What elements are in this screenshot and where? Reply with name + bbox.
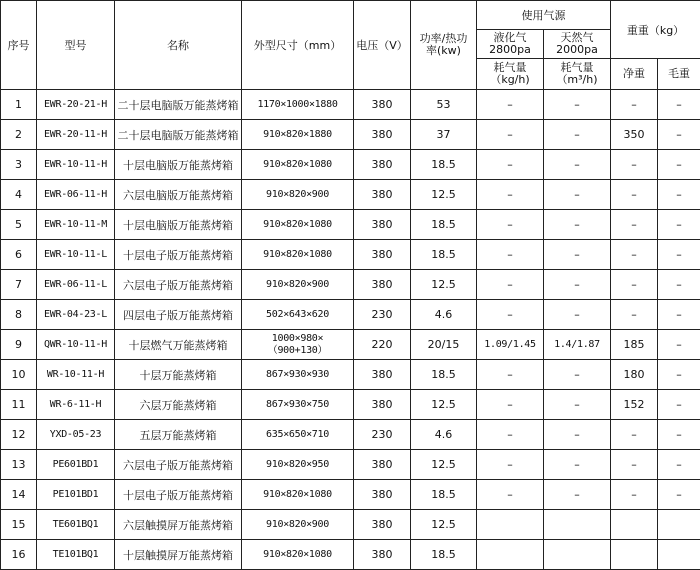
cell-model: WR-10-11-H xyxy=(37,360,115,390)
cell-gross-weight: – xyxy=(658,450,700,480)
header-net-weight: 净重 xyxy=(611,59,658,90)
cell-net-weight: – xyxy=(611,450,658,480)
cell-dimensions: 635×650×710 xyxy=(242,420,354,450)
cell-ng xyxy=(544,510,611,540)
table-row xyxy=(1,360,700,390)
cell-power: 12.5 xyxy=(411,450,477,480)
cell-name: 二十层电脑版万能蒸烤箱 xyxy=(115,120,242,150)
cell-power: 12.5 xyxy=(411,270,477,300)
cell-net-weight xyxy=(611,540,658,570)
cell-voltage: 380 xyxy=(354,450,411,480)
cell-lpg: – xyxy=(477,180,544,210)
cell-no: 7 xyxy=(1,270,37,300)
header-name: 名称 xyxy=(115,1,242,90)
cell-model: EWR-06-11-H xyxy=(37,180,115,210)
cell-voltage: 380 xyxy=(354,180,411,210)
cell-gross-weight xyxy=(658,540,700,570)
cell-lpg: 1.09/1.45 xyxy=(477,330,544,360)
header-power-line2: 率(kw) xyxy=(426,44,461,57)
cell-name: 六层万能蒸烤箱 xyxy=(115,390,242,420)
cell-no: 4 xyxy=(1,180,37,210)
cell-power: 18.5 xyxy=(411,210,477,240)
cell-dimensions: 1170×1000×1880 xyxy=(242,90,354,120)
cell-lpg: – xyxy=(477,420,544,450)
header-lpg xyxy=(477,30,544,59)
cell-name: 十层触摸屏万能蒸烤箱 xyxy=(115,540,242,570)
table-row xyxy=(1,510,700,540)
cell-power: 20/15 xyxy=(411,330,477,360)
table-row xyxy=(1,120,700,150)
cell-gross-weight: – xyxy=(658,480,700,510)
cell-ng: – xyxy=(544,90,611,120)
cell-gross-weight: – xyxy=(658,240,700,270)
cell-ng: – xyxy=(544,420,611,450)
table-row xyxy=(1,150,700,180)
cell-name: 十层电脑版万能蒸烤箱 xyxy=(115,150,242,180)
table-body xyxy=(1,90,700,570)
cell-power: 12.5 xyxy=(411,180,477,210)
table-row xyxy=(1,330,700,360)
table-row xyxy=(1,90,700,120)
cell-net-weight: – xyxy=(611,300,658,330)
cell-dimensions: 910×820×950 xyxy=(242,450,354,480)
header-lpg-consumption-line1: 耗气量 xyxy=(494,61,527,74)
cell-model: TE101BQ1 xyxy=(37,540,115,570)
cell-gross-weight: – xyxy=(658,330,700,360)
cell-dimensions: 910×820×1080 xyxy=(242,210,354,240)
cell-dimensions xyxy=(242,330,354,360)
table-row xyxy=(1,270,700,300)
cell-model: WR-6-11-H xyxy=(37,390,115,420)
cell-name: 六层电子版万能蒸烤箱 xyxy=(115,270,242,300)
cell-gross-weight: – xyxy=(658,180,700,210)
cell-name: 十层电子版万能蒸烤箱 xyxy=(115,240,242,270)
cell-dimensions: 910×820×1080 xyxy=(242,480,354,510)
cell-dimensions: 910×820×1880 xyxy=(242,120,354,150)
cell-dimensions-line1: 1000×980× xyxy=(272,333,324,344)
cell-ng: – xyxy=(544,390,611,420)
header-lpg-consumption xyxy=(477,59,544,90)
header-no: 序号 xyxy=(1,1,37,90)
cell-name: 十层电子版万能蒸烤箱 xyxy=(115,480,242,510)
header-gross-weight: 毛重 xyxy=(658,59,700,90)
header-ng-consumption-line2: （m³/h) xyxy=(556,73,597,86)
cell-power: 18.5 xyxy=(411,540,477,570)
cell-no: 11 xyxy=(1,390,37,420)
header-lpg-label: 液化气 xyxy=(494,31,527,44)
cell-name: 六层触摸屏万能蒸烤箱 xyxy=(115,510,242,540)
cell-voltage: 380 xyxy=(354,390,411,420)
cell-model: TE601BQ1 xyxy=(37,510,115,540)
cell-power: 4.6 xyxy=(411,300,477,330)
cell-net-weight: – xyxy=(611,480,658,510)
cell-no: 6 xyxy=(1,240,37,270)
cell-gross-weight: – xyxy=(658,360,700,390)
cell-net-weight: 180 xyxy=(611,360,658,390)
cell-ng: – xyxy=(544,270,611,300)
cell-no: 3 xyxy=(1,150,37,180)
cell-no: 2 xyxy=(1,120,37,150)
table-row xyxy=(1,210,700,240)
cell-lpg: – xyxy=(477,300,544,330)
cell-power: 18.5 xyxy=(411,240,477,270)
header-lpg-consumption-line2: （kg/h) xyxy=(490,73,529,86)
cell-lpg: – xyxy=(477,240,544,270)
cell-name: 六层电子版万能蒸烤箱 xyxy=(115,450,242,480)
cell-voltage: 230 xyxy=(354,420,411,450)
cell-name: 十层燃气万能蒸烤箱 xyxy=(115,330,242,360)
cell-name: 四层电子版万能蒸烤箱 xyxy=(115,300,242,330)
cell-voltage: 380 xyxy=(354,210,411,240)
header-ng-consumption xyxy=(544,59,611,90)
cell-dimensions: 867×930×750 xyxy=(242,390,354,420)
cell-model: EWR-20-11-H xyxy=(37,120,115,150)
cell-power: 12.5 xyxy=(411,390,477,420)
cell-gross-weight: – xyxy=(658,150,700,180)
table-row xyxy=(1,540,700,570)
cell-name: 六层电脑版万能蒸烤箱 xyxy=(115,180,242,210)
cell-net-weight: – xyxy=(611,270,658,300)
cell-net-weight: – xyxy=(611,420,658,450)
header-ng-label: 天然气 xyxy=(561,31,594,44)
cell-dimensions: 910×820×1080 xyxy=(242,240,354,270)
cell-net-weight: – xyxy=(611,90,658,120)
cell-model: EWR-04-23-L xyxy=(37,300,115,330)
cell-dimensions: 502×643×620 xyxy=(242,300,354,330)
cell-ng: – xyxy=(544,450,611,480)
cell-gross-weight: – xyxy=(658,300,700,330)
cell-power: 4.6 xyxy=(411,420,477,450)
cell-voltage: 380 xyxy=(354,480,411,510)
cell-model: PE101BD1 xyxy=(37,480,115,510)
cell-model: YXD-05-23 xyxy=(37,420,115,450)
cell-gross-weight: – xyxy=(658,90,700,120)
header-gas-source: 使用气源 xyxy=(477,1,611,30)
cell-net-weight: – xyxy=(611,180,658,210)
cell-no: 1 xyxy=(1,90,37,120)
cell-no: 8 xyxy=(1,300,37,330)
cell-no: 10 xyxy=(1,360,37,390)
cell-model: EWR-06-11-L xyxy=(37,270,115,300)
cell-model: QWR-10-11-H xyxy=(37,330,115,360)
table-row xyxy=(1,480,700,510)
cell-voltage: 380 xyxy=(354,150,411,180)
cell-power: 53 xyxy=(411,90,477,120)
cell-no: 13 xyxy=(1,450,37,480)
cell-lpg: – xyxy=(477,150,544,180)
cell-ng: – xyxy=(544,210,611,240)
table-row xyxy=(1,180,700,210)
cell-gross-weight xyxy=(658,510,700,540)
cell-gross-weight: – xyxy=(658,120,700,150)
cell-power: 37 xyxy=(411,120,477,150)
cell-ng: – xyxy=(544,240,611,270)
cell-no: 15 xyxy=(1,510,37,540)
table-row xyxy=(1,300,700,330)
table-row xyxy=(1,240,700,270)
cell-model: EWR-10-11-L xyxy=(37,240,115,270)
cell-gross-weight: – xyxy=(658,210,700,240)
cell-name: 二十层电脑版万能蒸烤箱 xyxy=(115,90,242,120)
cell-net-weight: 350 xyxy=(611,120,658,150)
cell-ng: – xyxy=(544,150,611,180)
cell-dimensions: 910×820×900 xyxy=(242,180,354,210)
cell-name: 五层万能蒸烤箱 xyxy=(115,420,242,450)
cell-dimensions: 867×930×930 xyxy=(242,360,354,390)
table-row xyxy=(1,420,700,450)
cell-voltage: 380 xyxy=(354,90,411,120)
cell-lpg: – xyxy=(477,120,544,150)
cell-lpg: – xyxy=(477,210,544,240)
cell-model: EWR-20-21-H xyxy=(37,90,115,120)
header-voltage: 电压（V） xyxy=(354,1,411,90)
cell-no: 16 xyxy=(1,540,37,570)
cell-no: 9 xyxy=(1,330,37,360)
cell-lpg: – xyxy=(477,360,544,390)
cell-net-weight: – xyxy=(611,210,658,240)
cell-lpg: – xyxy=(477,90,544,120)
cell-dimensions: 910×820×1080 xyxy=(242,150,354,180)
table-header xyxy=(1,1,700,90)
cell-ng: 1.4/1.87 xyxy=(544,330,611,360)
cell-net-weight: – xyxy=(611,240,658,270)
table-row xyxy=(1,450,700,480)
header-power-line1: 功率/热功 xyxy=(420,32,468,45)
cell-gross-weight: – xyxy=(658,420,700,450)
cell-lpg: – xyxy=(477,390,544,420)
cell-lpg: – xyxy=(477,270,544,300)
cell-lpg xyxy=(477,510,544,540)
cell-name: 十层万能蒸烤箱 xyxy=(115,360,242,390)
header-power xyxy=(411,1,477,90)
header-ng xyxy=(544,30,611,59)
cell-model: EWR-10-11-M xyxy=(37,210,115,240)
cell-voltage: 380 xyxy=(354,270,411,300)
cell-ng xyxy=(544,540,611,570)
cell-gross-weight: – xyxy=(658,390,700,420)
header-dimensions: 外型尺寸（mm） xyxy=(242,1,354,90)
cell-lpg: – xyxy=(477,480,544,510)
cell-no: 14 xyxy=(1,480,37,510)
cell-gross-weight: – xyxy=(658,270,700,300)
cell-net-weight: – xyxy=(611,150,658,180)
cell-ng: – xyxy=(544,300,611,330)
cell-net-weight: 185 xyxy=(611,330,658,360)
cell-dimensions-line2: （900+130） xyxy=(268,345,327,356)
header-ng-consumption-line1: 耗气量 xyxy=(561,61,594,74)
header-lpg-pressure: 2800pa xyxy=(489,43,531,56)
cell-voltage: 380 xyxy=(354,240,411,270)
cell-ng: – xyxy=(544,360,611,390)
cell-model: PE601BD1 xyxy=(37,450,115,480)
cell-power: 18.5 xyxy=(411,360,477,390)
cell-no: 12 xyxy=(1,420,37,450)
cell-power: 18.5 xyxy=(411,150,477,180)
cell-voltage: 380 xyxy=(354,360,411,390)
cell-dimensions: 910×820×1080 xyxy=(242,540,354,570)
cell-model: EWR-10-11-H xyxy=(37,150,115,180)
cell-ng: – xyxy=(544,480,611,510)
table-row xyxy=(1,390,700,420)
cell-lpg: – xyxy=(477,450,544,480)
header-model: 型号 xyxy=(37,1,115,90)
cell-dimensions: 910×820×900 xyxy=(242,270,354,300)
header-ng-pressure: 2000pa xyxy=(556,43,598,56)
cell-power: 18.5 xyxy=(411,480,477,510)
cell-lpg xyxy=(477,540,544,570)
cell-net-weight: 152 xyxy=(611,390,658,420)
cell-voltage: 380 xyxy=(354,510,411,540)
header-weight: 重重（kg） xyxy=(611,1,700,59)
cell-voltage: 220 xyxy=(354,330,411,360)
cell-ng: – xyxy=(544,180,611,210)
cell-net-weight xyxy=(611,510,658,540)
cell-no: 5 xyxy=(1,210,37,240)
cell-name: 十层电脑版万能蒸烤箱 xyxy=(115,210,242,240)
cell-voltage: 230 xyxy=(354,300,411,330)
cell-voltage: 380 xyxy=(354,540,411,570)
cell-power: 12.5 xyxy=(411,510,477,540)
cell-ng: – xyxy=(544,120,611,150)
cell-voltage: 380 xyxy=(354,120,411,150)
cell-dimensions: 910×820×900 xyxy=(242,510,354,540)
